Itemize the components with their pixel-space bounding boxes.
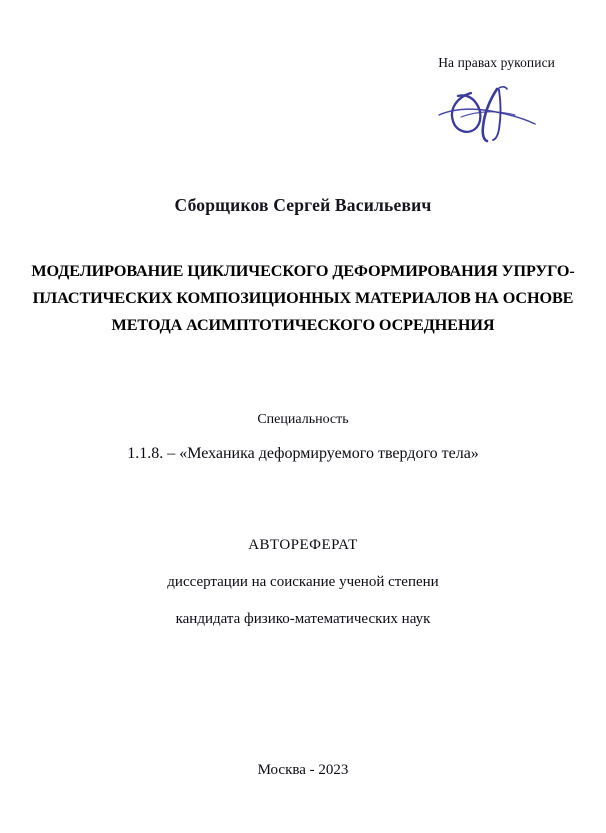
abstract-line-1: диссертации на соискание ученой степени xyxy=(167,574,439,590)
specialty-label: Специальность xyxy=(257,412,349,427)
place-and-year: Москва - 2023 xyxy=(257,762,349,778)
dissertation-title xyxy=(30,258,576,340)
handwritten-signature-icon xyxy=(427,77,545,149)
abstract-heading: АВТОРЕФЕРАТ xyxy=(248,537,358,553)
title-line-3: МЕТОДА АСИМПТОТИЧЕСКОГО ОСРЕДНЕНИЯ xyxy=(111,316,495,335)
abstract-block xyxy=(0,536,606,628)
title-line-2: ПЛАСТИЧЕСКИХ КОМПОЗИЦИОННЫХ МАТЕРИАЛОВ НА ОСНОВЕ xyxy=(32,289,574,308)
specialty-code: 1.1.8. – «Механика деформируемого твердого тела» xyxy=(127,444,479,462)
abstract-line-2: кандидата физико-математических наук xyxy=(175,611,431,627)
title-line-1: МОДЕЛИРОВАНИЕ ЦИКЛИЧЕСКОГО ДЕФОРМИРОВАНИЯ УПРУГО- xyxy=(31,262,575,280)
manuscript-note: На правах рукописи xyxy=(438,55,555,70)
specialty-block xyxy=(0,412,606,463)
signature-area xyxy=(255,77,555,149)
author-name: Сборщиков Сергей Васильевич xyxy=(174,195,432,215)
manuscript-header xyxy=(255,55,555,149)
